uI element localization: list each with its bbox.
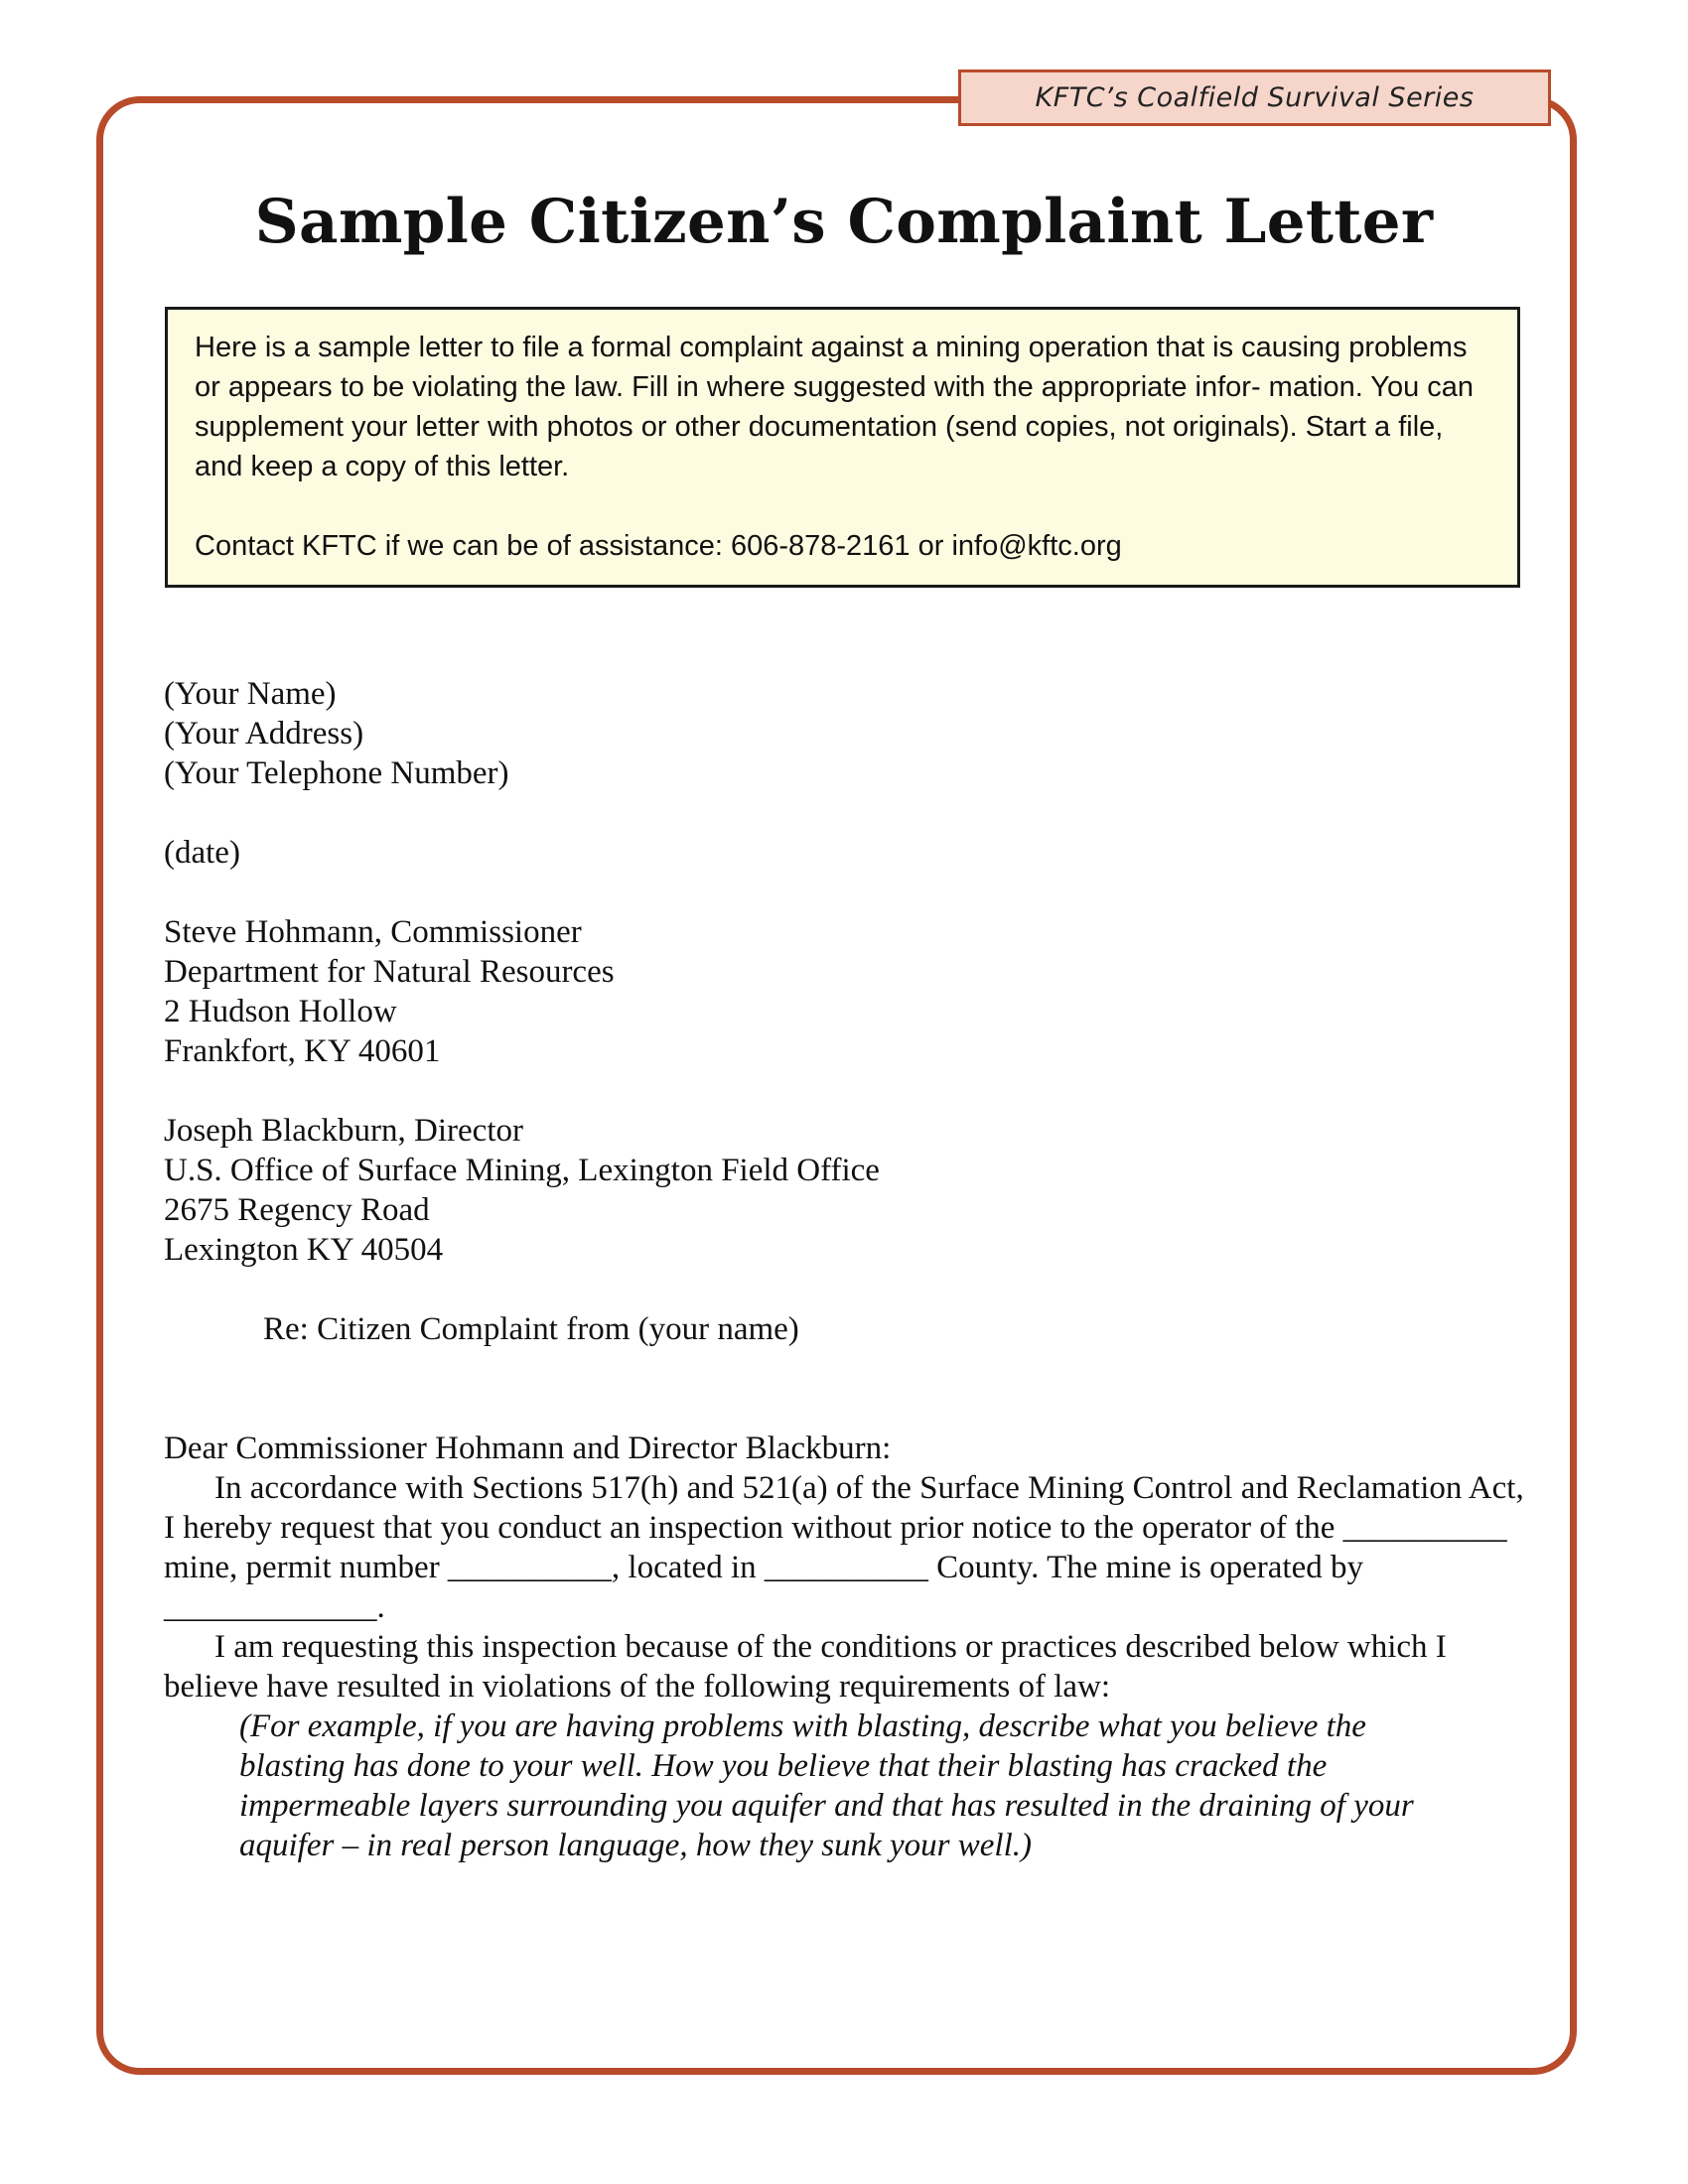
sender-name: (Your Name) — [164, 676, 337, 712]
recipient-block-1 — [164, 912, 1534, 1071]
instructions-text: Here is a sample letter to file a formal complaint against a mining operation that is causing problems or appears to be violating the law. Fill in where suggested with the appropriate infor- mation. You can supplement your letter with photos or other documentation (send copies, not originals). Start a file, and keep a copy of this letter. — [195, 332, 1475, 482]
letter-body — [164, 674, 1534, 1865]
recipient-line: Joseph Blackburn, Director — [164, 1113, 523, 1149]
recipient-line: U.S. Office of Surface Mining, Lexington Field Office — [164, 1153, 880, 1188]
paragraph-request: In accordance with Sections 517(h) and 521(a) of the Surface Mining Control and Reclamation Act, I hereby request that you conduct an inspection without prior notice to the operator of the __________ mine, permit number __________, located in __________ County. The mine is operated by _____________. — [164, 1470, 1524, 1625]
sender-block — [164, 674, 1534, 793]
recipient-line: 2675 Regency Road — [164, 1192, 430, 1228]
recipient-line: 2 Hudson Hollow — [164, 994, 397, 1029]
recipient-line: Frankfort, KY 40601 — [164, 1033, 441, 1069]
subject-line: Re: Citizen Complaint from (your name) — [263, 1311, 799, 1347]
recipient-line: Lexington KY 40504 — [164, 1232, 444, 1268]
contact-info: Contact KFTC if we can be of assistance: 606-878-2161 or info@kftc.org — [195, 530, 1122, 562]
series-tab: KFTC’s Coalfield Survival Series — [958, 69, 1551, 126]
page-title: Sample Citizen’s Complaint Letter — [254, 187, 1434, 257]
salutation: Dear Commissioner Hohmann and Director Blackburn: — [164, 1431, 892, 1466]
paragraph-reason: I am requesting this inspection because of the conditions or practices described below which I believe have resulted in violations of the following requirements of law: — [164, 1629, 1447, 1705]
example-paragraph: (For example, if you are having problems with blasting, describe what you believe the blasting has done to your well. How you believe that their blasting has cracked the impermeable layers surrounding you aquifer and that has resulted in the draining of your aquifer – in real person language, how they sunk your well.) — [239, 1708, 1414, 1863]
sender-phone: (Your Telephone Number) — [164, 755, 509, 791]
instructions-box — [165, 307, 1520, 588]
recipient-line: Steve Hohmann, Commissioner — [164, 914, 582, 950]
recipient-block-2 — [164, 1111, 1534, 1270]
sender-address: (Your Address) — [164, 716, 364, 751]
recipient-line: Department for Natural Resources — [164, 954, 615, 990]
letter-date: (date) — [164, 835, 240, 871]
